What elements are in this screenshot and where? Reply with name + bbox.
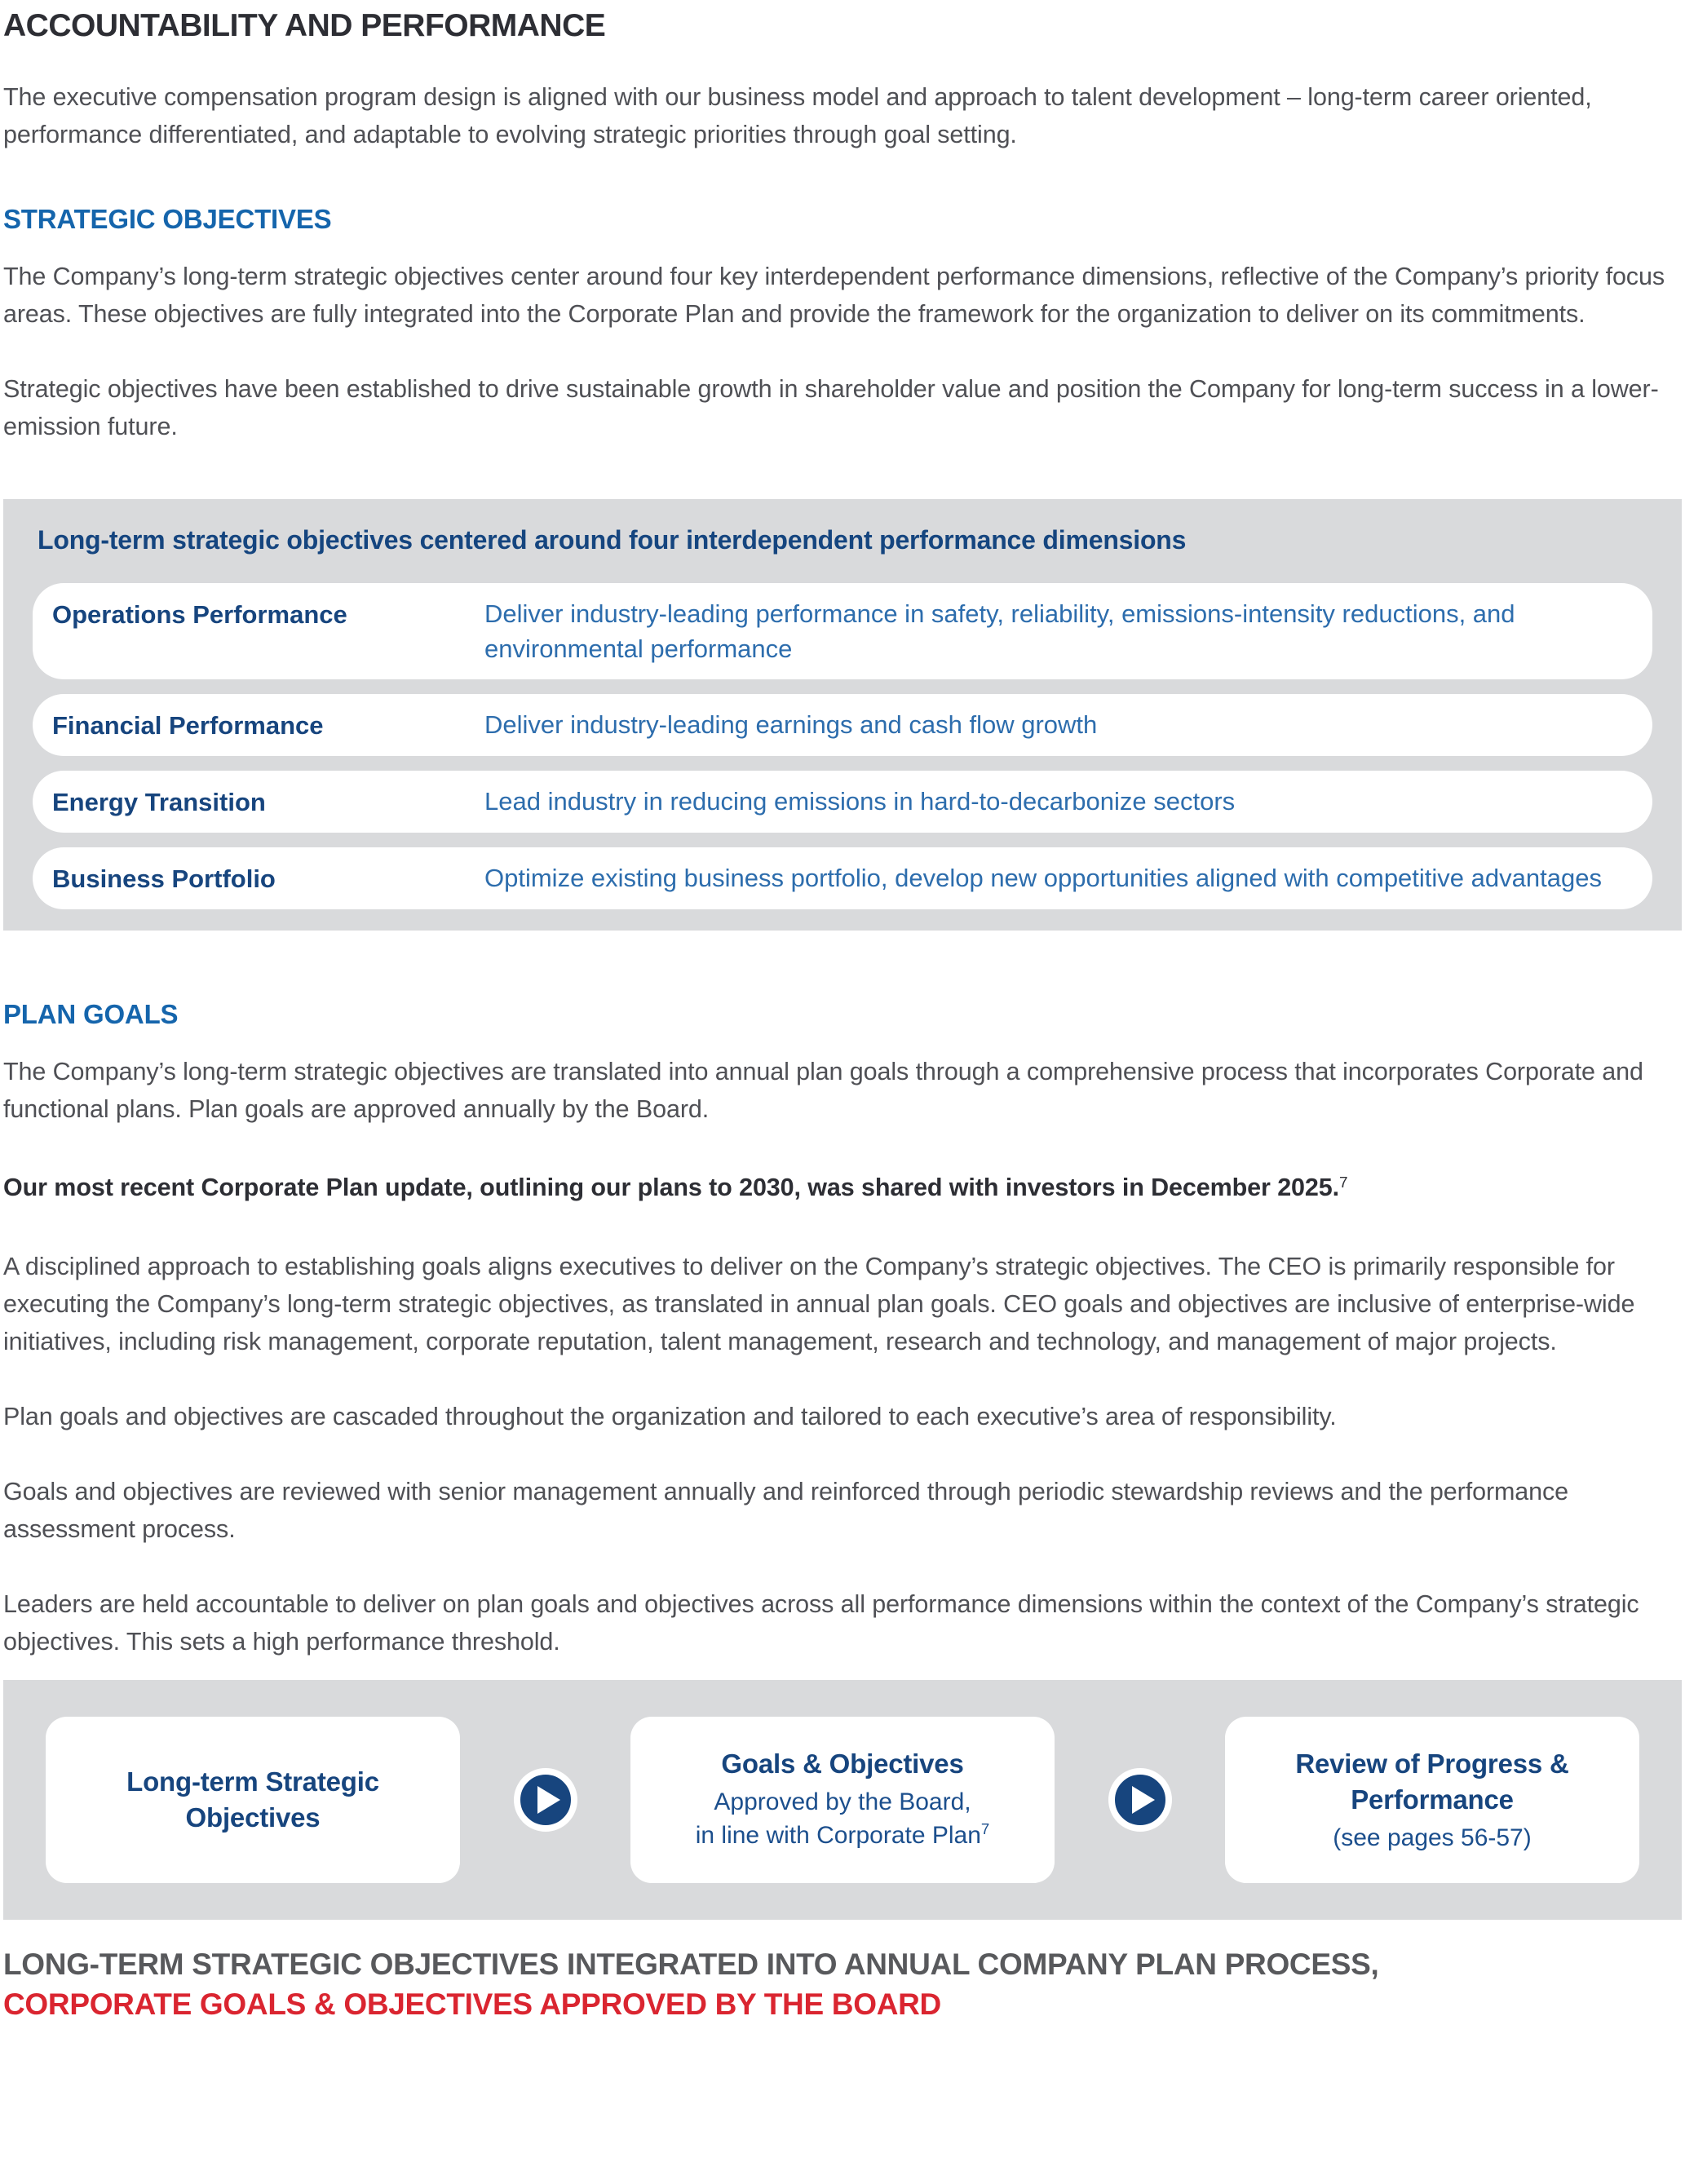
flow-arrow-2 bbox=[1108, 1768, 1172, 1832]
corporate-plan-highlight-text: Our most recent Corporate Plan update, outlining our plans to 2030, was shared with investors in December 2025. bbox=[3, 1174, 1340, 1201]
objective-row-business-portfolio bbox=[33, 847, 1652, 909]
objective-description: Lead industry in reducing emissions in hard-to-decarbonize sectors bbox=[484, 787, 1236, 816]
objective-row-financial-performance bbox=[33, 694, 1652, 756]
flow-step-review-of-progress bbox=[1225, 1717, 1639, 1883]
play-arrow-triangle bbox=[1132, 1786, 1155, 1814]
objective-label: Operations Performance bbox=[52, 600, 347, 629]
objectives-panel bbox=[3, 499, 1682, 931]
play-arrow-icon bbox=[1108, 1768, 1172, 1832]
objectives-rows bbox=[33, 583, 1652, 909]
objective-row-operations-performance bbox=[33, 583, 1652, 679]
flow-step-subtitle-line1: (see pages 56-57) bbox=[1333, 1824, 1532, 1851]
page-title: ACCOUNTABILITY AND PERFORMANCE bbox=[3, 8, 606, 43]
strategic-objectives-paragraph-1: The Company’s long-term strategic objectives center around four key interdependent performance dimensions, reflective of the Company’s priority focus areas. These objectives are fully integrated into the Corporate Plan and provide the framework for the organization to deliver on its commitments. bbox=[3, 263, 1665, 328]
section-heading-strategic-objectives: STRATEGIC OBJECTIVES bbox=[3, 204, 332, 234]
footer-caption bbox=[3, 1944, 1682, 2024]
intro-paragraph: The executive compensation program design is aligned with our business model and approach to talent development – long-term career oriented, performance differentiated, and adaptable to evolving strategic priorities through goal setting. bbox=[3, 83, 1592, 148]
footer-caption-line1: LONG-TERM STRATEGIC OBJECTIVES INTEGRATED INTO ANNUAL COMPANY PLAN PROCESS, bbox=[3, 1947, 1379, 1981]
objective-description: Optimize existing business portfolio, develop new opportunities aligned with competitive advantages bbox=[484, 864, 1602, 892]
flow-step-title: Goals & Objectives bbox=[721, 1748, 964, 1779]
objective-description: Deliver industry-leading performance in safety, reliability, emissions-intensity reductions, and environmental performance bbox=[484, 599, 1515, 663]
objectives-panel-heading: Long-term strategic objectives centered around four interdependent performance dimensions bbox=[38, 525, 1187, 555]
plan-goals-paragraph-5: Leaders are held accountable to deliver on plan goals and objectives across all performance dimensions within the context of the Company’s strategic objectives. This sets a high performance threshold. bbox=[3, 1590, 1639, 1656]
footnote-7-reference: 7 bbox=[1339, 1174, 1348, 1191]
flow-step-subtitle-line2 bbox=[696, 1819, 990, 1855]
play-arrow-icon bbox=[514, 1768, 577, 1832]
flow-step-title: Long-term Strategic Objectives bbox=[126, 1766, 379, 1833]
footer-caption-line2: CORPORATE GOALS & OBJECTIVES APPROVED BY THE BOARD bbox=[3, 1987, 941, 2021]
flow-step-subtitle-line1: Approved by the Board, bbox=[714, 1788, 971, 1815]
flow-step-title: Review of Progress & Performance bbox=[1295, 1748, 1569, 1815]
objective-row-energy-transition bbox=[33, 771, 1652, 833]
plan-goals-paragraph-1: The Company’s long-term strategic objectives are translated into annual plan goals through a comprehensive process that incorporates Corporate and functional plans. Plan goals are approved annually by the Board. bbox=[3, 1058, 1643, 1123]
strategic-objectives-paragraph-2: Strategic objectives have been established to drive sustainable growth in shareholder value and position the Company for long-term success in a lower-emission future. bbox=[3, 375, 1659, 440]
play-arrow-triangle bbox=[537, 1786, 560, 1814]
flow-step-goals-and-objectives bbox=[630, 1717, 1055, 1883]
objective-label: Business Portfolio bbox=[52, 864, 276, 893]
footnote-7-reference: 7 bbox=[980, 1820, 990, 1838]
corporate-plan-highlight bbox=[3, 1169, 1682, 1210]
flow-step-subtitle-text: in line with Corporate Plan bbox=[695, 1821, 981, 1849]
objective-description: Deliver industry-leading earnings and cash flow growth bbox=[484, 710, 1098, 739]
objective-label: Financial Performance bbox=[52, 711, 324, 740]
flow-arrow-1 bbox=[514, 1768, 577, 1832]
section-heading-plan-goals: PLAN GOALS bbox=[3, 999, 179, 1029]
plan-goals-paragraph-2: A disciplined approach to establishing goals aligns executives to deliver on the Company’s strategic objectives. The CEO is primarily responsible for executing the Company’s long-term strategic objectives, as translated in annual plan goals. CEO goals and objectives are inclusive of enterprise-wide initiatives, including risk management, corporate reputation, talent management, research and technology, and management of major projects. bbox=[3, 1253, 1635, 1355]
plan-goals-paragraph-4: Goals and objectives are reviewed with senior management annually and reinforced through periodic stewardship reviews and the performance assessment process. bbox=[3, 1478, 1569, 1543]
flow-step-long-term-strategic-objectives bbox=[46, 1717, 460, 1883]
plan-process-flow-panel bbox=[3, 1680, 1682, 1920]
objective-label: Energy Transition bbox=[52, 788, 266, 816]
plan-goals-paragraph-3: Plan goals and objectives are cascaded throughout the organization and tailored to each executive’s area of responsibility. bbox=[3, 1403, 1337, 1430]
